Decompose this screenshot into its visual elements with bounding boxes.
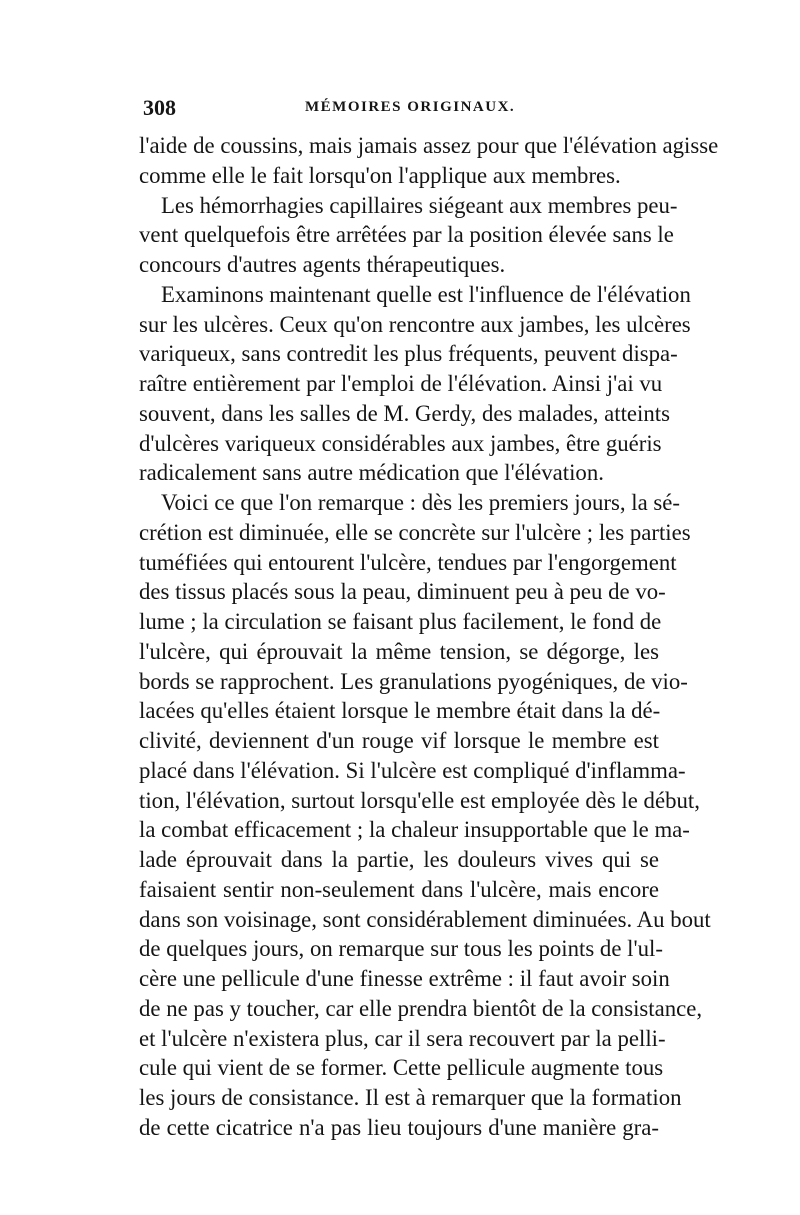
text-line: crétion est diminuée, elle se concrète sur l'ulcère ; les parties bbox=[139, 519, 691, 545]
text-line: cère une pellicule d'une finesse extrême : il faut avoir soin bbox=[139, 966, 670, 991]
text-line: l'ulcère, qui éprouvait la même tension, se dégorge, les bbox=[139, 638, 659, 664]
text-line: les jours de consistance. Il est à remarquer que la formation bbox=[139, 1085, 682, 1110]
text-line: radicalement sans autre médication que l'élévation. bbox=[139, 460, 604, 486]
text-line: faisaient sentir non-seulement dans l'ulcère, mais encore bbox=[139, 876, 659, 902]
body-text bbox=[139, 131, 719, 1143]
text-line: Examinons maintenant quelle est l'influence de l'élévation bbox=[161, 281, 691, 307]
text-line: et l'ulcère n'existera plus, car il sera recouvert par la pelli- bbox=[139, 1025, 666, 1051]
text-line: bords se rapprochent. Les granulations pyogéniques, de vio- bbox=[139, 668, 688, 694]
text-line: l'aide de coussins, mais jamais assez pour que l'élévation agisse bbox=[139, 133, 719, 158]
text-line: d'ulcères variqueux considérables aux jambes, être guéris bbox=[139, 430, 662, 456]
text-line: Voici ce que l'on remarque : dès les premiers jours, la sé- bbox=[161, 490, 680, 515]
text-line: vent quelquefois être arrêtées par la position élevée sans le bbox=[139, 222, 674, 248]
text-line: raître entièrement par l'emploi de l'élévation. Ainsi j'ai vu bbox=[139, 371, 663, 396]
text-line: lade éprouvait dans la partie, les douleurs vives qui se bbox=[139, 847, 659, 872]
text-line: tion, l'élévation, surtout lorsqu'elle est employée dès le début, bbox=[139, 787, 700, 813]
text-line: concours d'autres agents thérapeutiques. bbox=[139, 252, 506, 277]
text-line: Les hémorrhagies capillaires siégeant aux membres peu- bbox=[161, 192, 678, 218]
page-number: 308 bbox=[143, 95, 176, 120]
text-line: de quelques jours, on remarque sur tous les points de l'ul- bbox=[139, 936, 663, 962]
text-line: souvent, dans les salles de M. Gerdy, des malades, atteints bbox=[139, 400, 670, 426]
text-line: comme elle le fait lorsqu'on l'applique aux membres. bbox=[139, 162, 621, 188]
text-line: lume ; la circulation se faisant plus facilement, le fond de bbox=[139, 609, 662, 634]
text-line: sur les ulcères. Ceux qu'on rencontre aux jambes, les ulcères bbox=[139, 311, 691, 337]
page-header bbox=[143, 95, 663, 125]
text-line: dans son voisinage, sont considérablement diminuées. Au bout bbox=[139, 906, 711, 932]
text-line: clivité, deviennent d'un rouge vif lorsque le membre est bbox=[139, 728, 659, 753]
text-line: variqueux, sans contredit les plus fréquents, peuvent dispa- bbox=[139, 341, 678, 367]
text-line: lacées qu'elles étaient lorsque le membre était dans la dé- bbox=[139, 698, 661, 724]
text-line: de ne pas y toucher, car elle prendra bientôt de la consistance, bbox=[139, 995, 703, 1021]
text-line: placé dans l'élévation. Si l'ulcère est compliqué d'inflamma- bbox=[139, 757, 686, 783]
text-line: cule qui vient de se former. Cette pellicule augmente tous bbox=[139, 1055, 664, 1081]
text-line: tuméfiées qui entourent l'ulcère, tendues par l'engorgement bbox=[139, 549, 677, 575]
text-line: de cette cicatrice n'a pas lieu toujours d'une manière gra- bbox=[139, 1114, 659, 1140]
running-title: MÉMOIRES ORIGINAUX. bbox=[305, 99, 516, 115]
text-line: des tissus placés sous la peau, diminuent peu à peu de vo- bbox=[139, 579, 666, 605]
text-line: la combat efficacement ; la chaleur insupportable que le ma- bbox=[139, 817, 690, 843]
